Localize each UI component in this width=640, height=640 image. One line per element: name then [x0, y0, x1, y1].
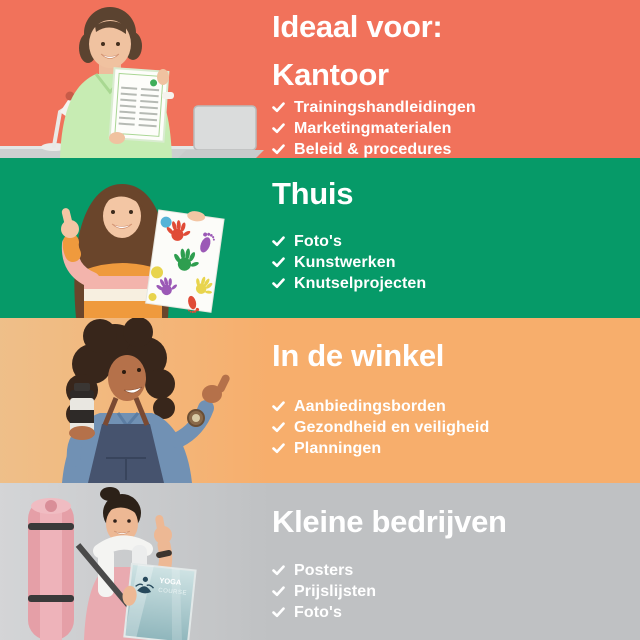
list-item-label: Beleid & procedures	[294, 141, 452, 158]
feature-list-thuis	[272, 231, 634, 294]
list-item	[272, 273, 634, 294]
check-icon	[272, 607, 285, 618]
list-item-label: Kunstwerken	[294, 254, 396, 271]
list-item-label: Aanbiedingsborden	[294, 398, 446, 415]
list-item-label: Foto's	[294, 233, 342, 250]
section-kleine-bedrijven	[0, 483, 640, 640]
section-kantoor	[0, 0, 640, 158]
list-item	[272, 417, 634, 438]
check-icon	[272, 257, 285, 268]
yoga-mat	[28, 498, 74, 640]
list-item	[272, 581, 634, 602]
section-title-winkel: In de winkel	[272, 338, 445, 373]
list-item	[272, 560, 634, 581]
section-title-kleine-bedrijven: Kleine bedrijven	[272, 504, 507, 539]
check-icon	[272, 443, 285, 454]
list-item	[272, 118, 634, 139]
list-item-label: Gezondheid en veiligheid	[294, 419, 490, 436]
section-kleine-bedrijven-content	[272, 483, 634, 623]
section-thuis	[0, 158, 640, 318]
section-title-kantoor: Kantoor	[272, 57, 389, 92]
list-item-label: Knutselprojecten	[294, 275, 427, 292]
laminated-poster	[118, 563, 195, 640]
list-item-label: Prijslijsten	[294, 583, 377, 600]
check-icon	[272, 565, 285, 576]
check-icon	[272, 144, 285, 155]
list-item	[272, 602, 634, 623]
list-item-label: Trainingshandleidingen	[294, 99, 476, 116]
check-icon	[272, 236, 285, 247]
feature-list-kantoor	[272, 97, 634, 158]
laptop	[178, 106, 264, 158]
handprint-artwork	[145, 206, 228, 318]
section-winkel-content	[272, 318, 634, 459]
office-woman	[60, 7, 174, 158]
list-item	[272, 231, 634, 252]
section-kantoor-content	[272, 0, 634, 158]
list-item-label: Planningen	[294, 440, 382, 457]
check-icon	[272, 422, 285, 433]
list-item	[272, 97, 634, 118]
check-icon	[272, 586, 285, 597]
section-thuis-content	[272, 158, 634, 294]
poster-title: YOGA	[158, 575, 182, 588]
list-item	[272, 252, 634, 273]
feature-list-winkel	[272, 396, 634, 459]
poster-subtitle: COURSE	[157, 587, 188, 597]
list-item	[272, 139, 634, 158]
list-item	[272, 438, 634, 459]
list-item-label: Marketingmaterialen	[294, 120, 452, 137]
section-winkel	[0, 318, 640, 483]
photo-girl-artwork	[0, 158, 270, 318]
check-icon	[272, 278, 285, 289]
check-icon	[272, 123, 285, 134]
list-item	[272, 396, 634, 417]
check-icon	[272, 102, 285, 113]
photo-office-woman	[0, 0, 270, 158]
watch	[162, 92, 174, 99]
girl	[61, 184, 228, 318]
page-title: Ideaal voor:	[272, 9, 443, 44]
photo-shop-employee	[0, 318, 270, 483]
section-title-thuis: Thuis	[272, 176, 354, 211]
feature-list-kleine-bedrijven	[272, 560, 634, 623]
photo-yoga-woman	[0, 483, 270, 640]
check-icon	[272, 401, 285, 412]
list-item-label: Foto's	[294, 604, 342, 621]
list-item-label: Posters	[294, 562, 354, 579]
